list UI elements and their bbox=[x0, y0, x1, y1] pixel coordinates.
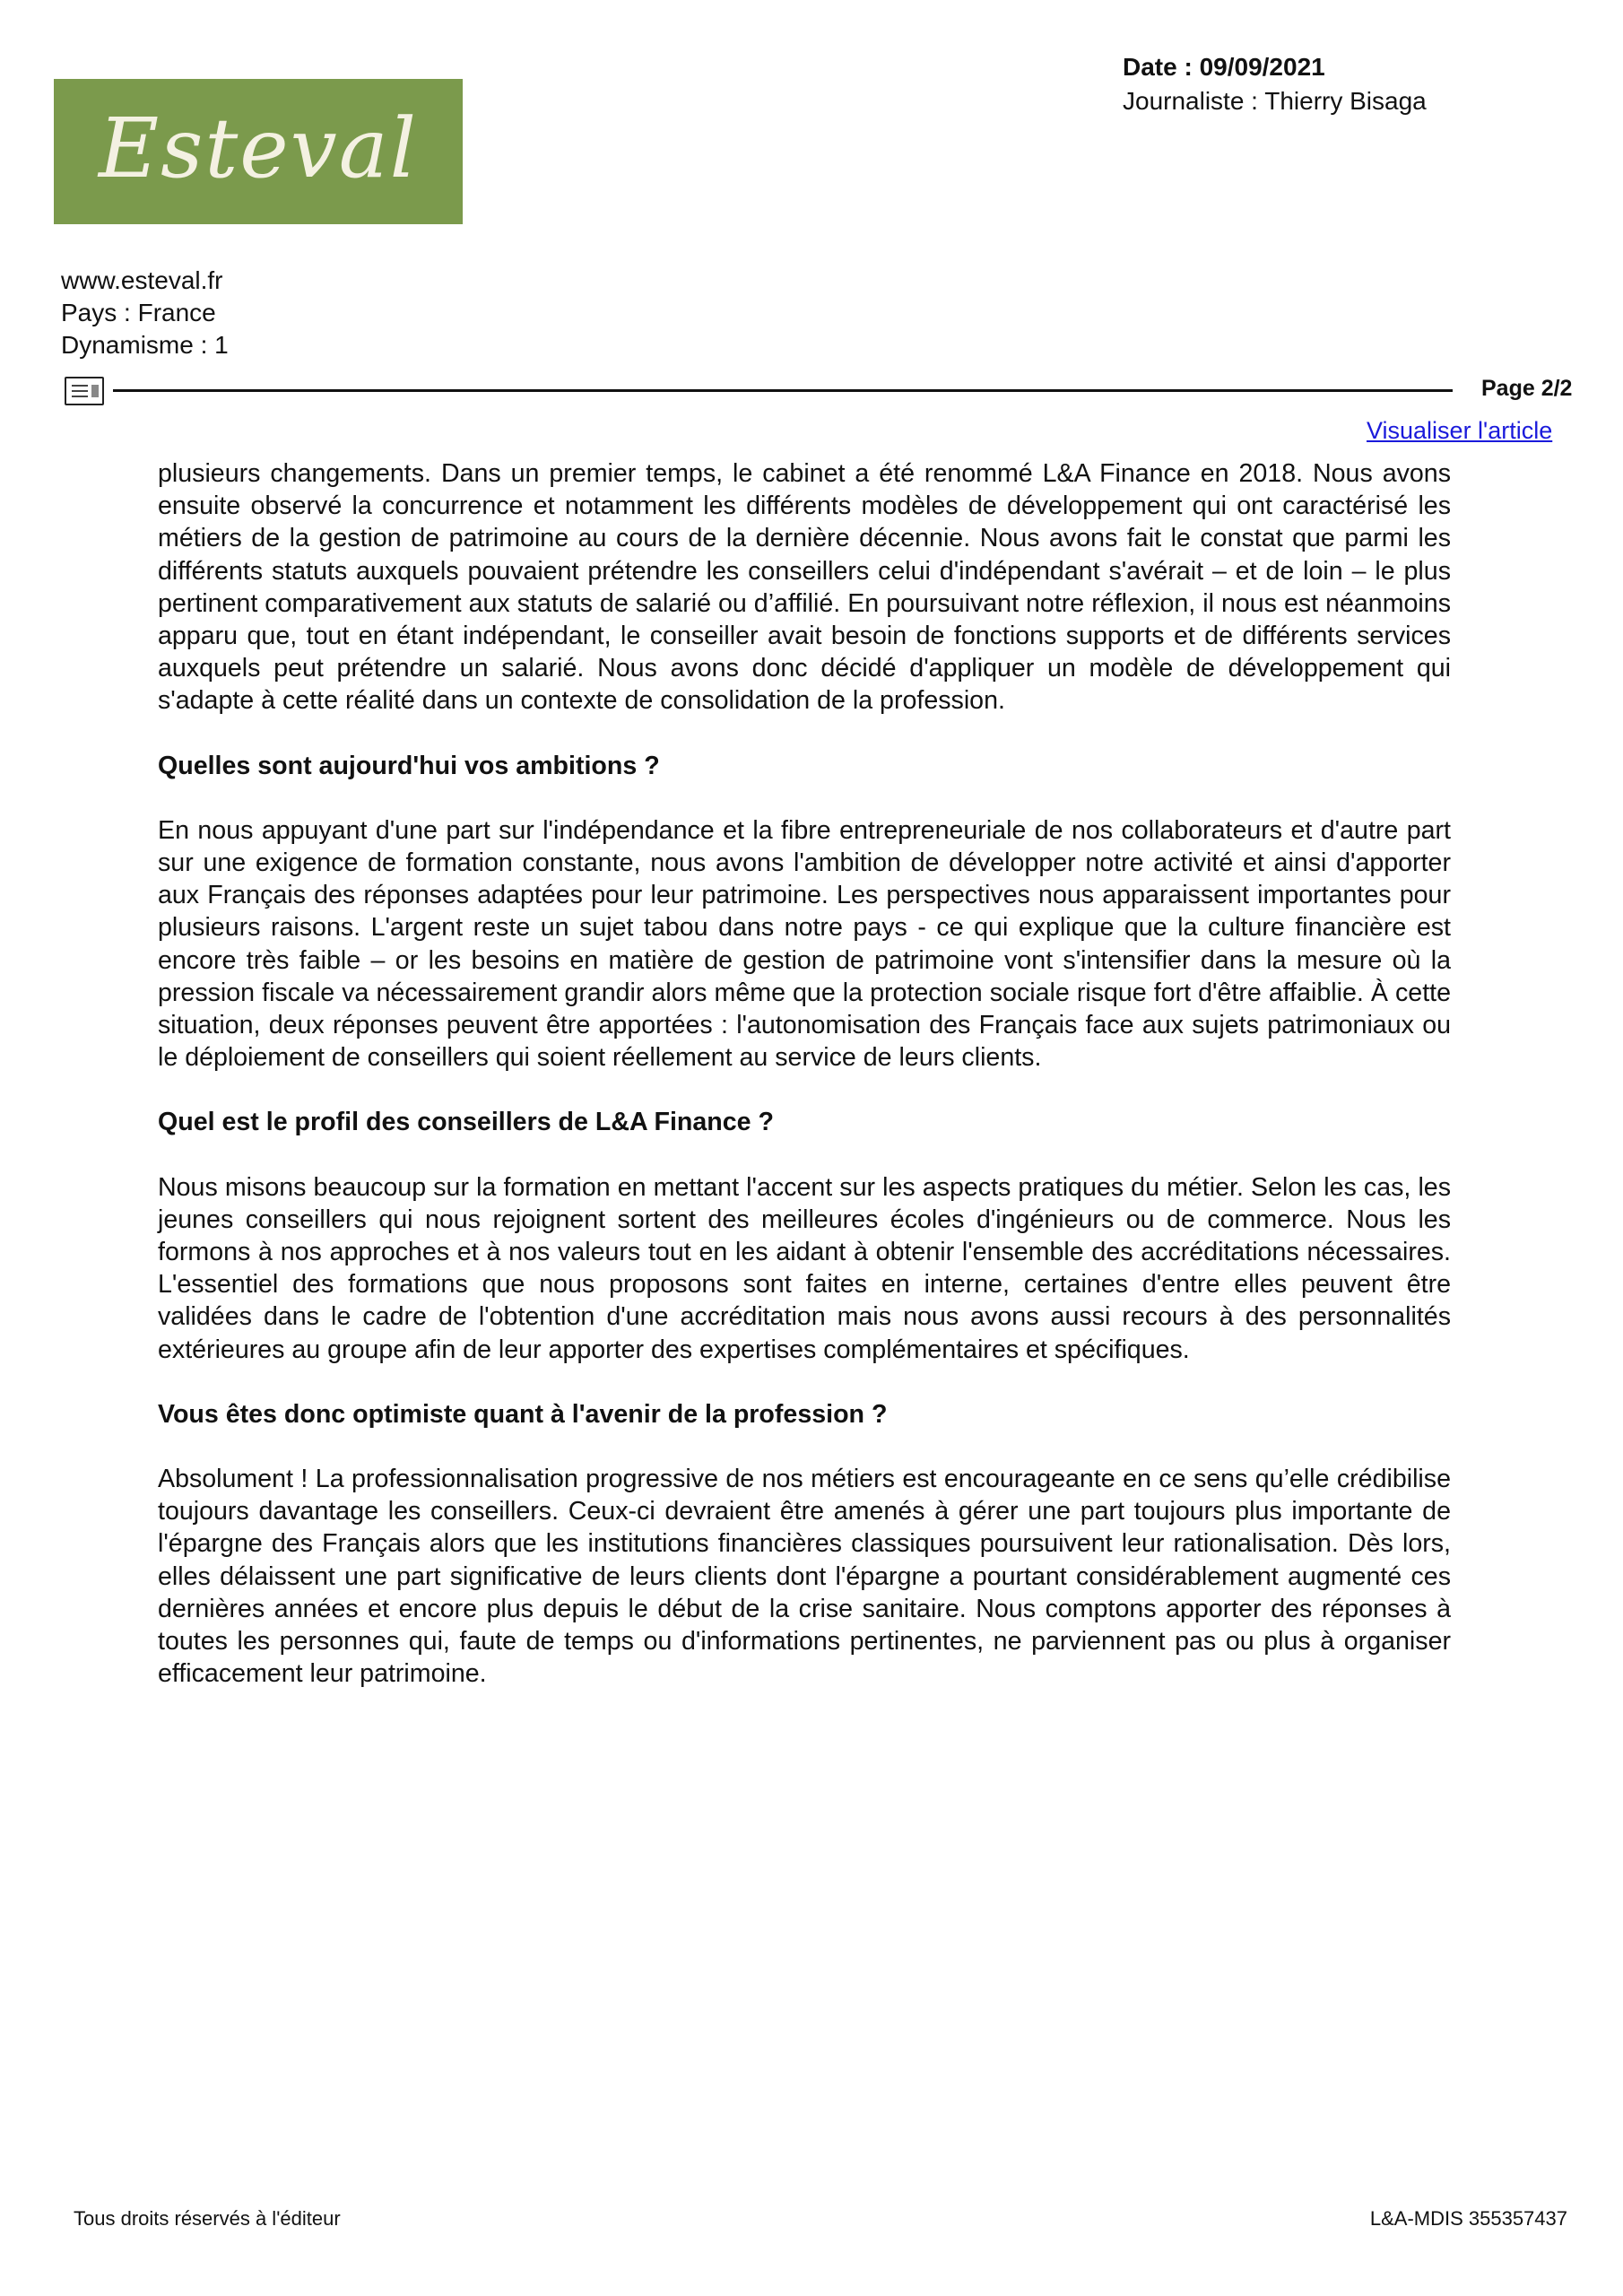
footer-rights: Tous droits réservés à l'éditeur bbox=[74, 2207, 341, 2230]
dynamism: Dynamisme : 1 bbox=[61, 331, 229, 359]
footer-reference: L&A-MDIS 355357437 bbox=[1369, 2207, 1567, 2230]
esteval-logo bbox=[54, 79, 463, 224]
view-article-link[interactable]: Visualiser l'article bbox=[1367, 417, 1553, 444]
page-number: Page 2/2 bbox=[1481, 376, 1573, 401]
paragraph-3: Nous misons beaucoup sur la formation en mettant l'accent sur les aspects pratiques du métier. Selon les cas, les jeunes conseillers qui nous rejoignent sortent des meilleures écoles d'ingénieurs ou de commerce. Nous les formons à nos approches et à nos valeurs tout en les aidant à obtenir l'ensemble des accréditations nécessaires. L'essentiel des formations que nous proposons sont faites en interne, certaines d'entre elles peuvent être validées dans le cadre de l'obtention d'une accréditation mais nous avons aussi recours à des personnalités extérieures au groupe afin de leur apporter des expertises complémentaires et spécifiques. bbox=[158, 1172, 1451, 1364]
source-meta bbox=[61, 265, 229, 361]
paragraph-4: Absolument ! La professionnalisation progressive de nos métiers est encourageante en ce sens qu’elle crédibilise toujours davantage les conseillers. Ceux-ci devraient être amenés à gérer une part toujours plus importante de l'épargne des Français alors que les institutions financières classiques poursuivent leur rationalisation. Dès lors, elles délaissent une part significative de leurs clients dont l'épargne a pourtant considérablement augmenté ces dernières années et encore plus depuis le début de la crise sanitaire. Nous comptons apporter des réponses à toutes les personnes qui, faute de temps ou d'informations pertinentes, ne parviennent pas ou plus à organiser efficacement leur patrimoine. bbox=[158, 1465, 1451, 1689]
article-body bbox=[158, 457, 1451, 1723]
question-3: Vous êtes donc optimiste quant à l'avenir de la profession ? bbox=[158, 1399, 888, 1429]
header-divider bbox=[113, 389, 1453, 392]
paragraph-2: En nous appuyant d'une part sur l'indépendance et la fibre entrepreneuriale de nos collaborateurs et d'autre part sur une exigence de formation constante, nous avons l'ambition de développer notre activité et ainsi d'apporter aux Français des réponses adaptées pour leur patrimoine. Les perspectives nous apparaissent importantes pour plusieurs raisons. L'argent reste un sujet tabou dans notre pays - ce qui explique que la culture financière est encore très faible – or les besoins en matière de gestion de patrimoine vont s'intensifier dans la mesure où la pression fiscale va nécessairement grandir alors même que la protection sociale risque fort d'être affaiblie. À cette situation, deux réponses peuvent être apportées : l'autonomisation des Français face aux sujets patrimoniaux ou le déploiement de conseillers qui soient réellement au service de leurs clients. bbox=[158, 815, 1451, 1073]
date: Date : 09/09/2021 bbox=[1123, 53, 1325, 81]
article-icon bbox=[65, 377, 104, 405]
question-2: Quel est le profil des conseillers de L&A Finance ? bbox=[158, 1108, 774, 1137]
article-meta bbox=[1123, 50, 1427, 118]
logo-text: Esteval bbox=[98, 100, 419, 196]
journalist: Journaliste : Thierry Bisaga bbox=[1123, 87, 1427, 115]
country: Pays : France bbox=[61, 299, 216, 326]
question-1: Quelles sont aujourd'hui vos ambitions ? bbox=[158, 751, 660, 780]
website: www.esteval.fr bbox=[61, 266, 223, 294]
paragraph-1: plusieurs changements. Dans un premier temps, le cabinet a été renommé L&A Finance en 2018. Nous avons ensuite observé la concurrence et notamment les différents modèles de développement qui ont caractérisé les métiers de la gestion de patrimoine au cours de la dernière décennie. Nous avons fait le constat que parmi les différents statuts auxquels pouvaient prétendre les conseillers celui d'indépendant s'avérait – et de loin – le plus pertinent comparativement aux statuts de salarié ou d’affilié. En poursuivant notre réflexion, il nous est néanmoins apparu que, tout en étant indépendant, le conseiller avait besoin de fonctions supports et de différents services auxquels peut prétendre un salarié. Nous avons donc décidé d'appliquer un modèle de développement qui s'adapte à cette réalité dans un contexte de consolidation de la profession. bbox=[158, 459, 1451, 716]
